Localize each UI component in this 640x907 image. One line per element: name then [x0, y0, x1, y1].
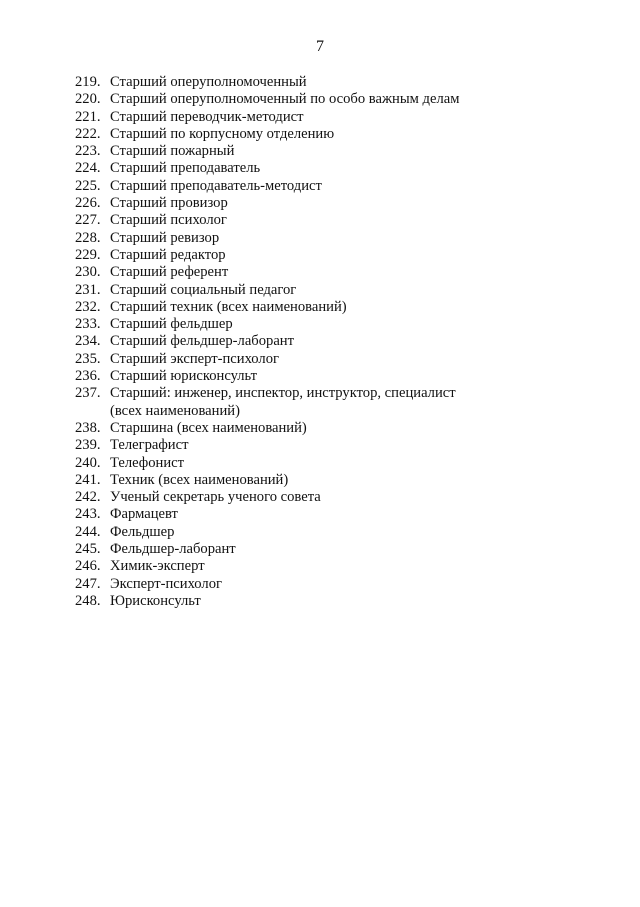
item-text-block: [110, 299, 595, 316]
list-item: [75, 126, 595, 143]
positions-list: [75, 74, 595, 610]
item-number: 242.: [75, 489, 101, 506]
item-text: Старший референт: [110, 264, 229, 281]
item-text-block: [110, 489, 595, 506]
item-number: 230.: [75, 264, 101, 281]
item-text-block: [110, 195, 595, 212]
list-item: [75, 558, 595, 575]
list-item: [75, 178, 595, 195]
list-item: [75, 420, 595, 437]
list-item: [75, 333, 595, 350]
item-text-block: [110, 558, 595, 575]
list-item: [75, 541, 595, 558]
item-text: Старший преподаватель: [110, 160, 261, 177]
item-text-block: [110, 160, 595, 177]
item-text-block: [110, 74, 595, 91]
item-number: 245.: [75, 541, 101, 558]
item-number: 219.: [75, 74, 101, 90]
list-item: [75, 524, 595, 541]
list-item: [75, 489, 595, 506]
list-item: [75, 593, 595, 610]
item-text-block: [110, 178, 595, 195]
item-number: 231.: [75, 281, 101, 298]
item-text-block: [110, 472, 595, 489]
item-number: 237.: [75, 385, 101, 402]
item-number: 241.: [75, 471, 101, 488]
item-text: Ученый секретарь ученого совета: [110, 489, 321, 506]
item-text-block: [110, 126, 595, 143]
item-text: Юрисконсульт: [110, 592, 201, 609]
item-text-block: [110, 593, 595, 610]
item-text: Старший социальный педагог: [110, 281, 297, 298]
item-text: Старший переводчик-методист: [110, 108, 304, 125]
item-number: 227.: [75, 212, 101, 229]
item-text-block: [110, 333, 595, 350]
item-number: 240.: [75, 454, 101, 471]
item-text-block: [110, 230, 595, 247]
item-text-block: [110, 541, 595, 558]
item-text-block: [110, 385, 595, 420]
item-number: 239.: [75, 437, 101, 454]
item-text-block: [110, 316, 595, 333]
item-number: 226.: [75, 195, 101, 212]
item-text: Техник (всех наименований): [110, 471, 289, 488]
item-text: Старший оперуполномоченный: [110, 74, 307, 90]
list-item: [75, 195, 595, 212]
list-item: [75, 455, 595, 472]
item-text-block: [110, 91, 595, 108]
list-item: [75, 143, 595, 160]
item-text: Телеграфист: [110, 437, 189, 454]
item-text: Фармацевт: [110, 506, 178, 523]
item-text-block: [110, 368, 595, 385]
item-text: Старший редактор: [110, 246, 226, 263]
list-item: [75, 299, 595, 316]
item-number: 232.: [75, 298, 101, 315]
item-text-block: [110, 420, 595, 437]
item-number: 220.: [75, 91, 101, 108]
list-item: [75, 160, 595, 177]
item-text-block: [110, 212, 595, 229]
list-item: [75, 351, 595, 368]
item-text-block: [110, 282, 595, 299]
item-number: 248.: [75, 592, 101, 609]
item-number: 236.: [75, 368, 101, 385]
item-text: Телефонист: [110, 454, 185, 471]
item-number: 246.: [75, 558, 101, 575]
item-text-block: [110, 247, 595, 264]
page-number: 7: [316, 38, 324, 55]
item-text: Старший провизор: [110, 195, 228, 212]
item-text: Старший фельдшер-лаборант: [110, 333, 294, 350]
item-text: Эксперт-психолог: [110, 575, 222, 592]
item-text: Старший эксперт-психолог: [110, 350, 279, 367]
list-item: [75, 385, 595, 420]
item-number: 244.: [75, 523, 101, 540]
item-text-block: [110, 455, 595, 472]
item-text: Старшина (всех наименований): [110, 419, 307, 436]
item-text-block: [110, 264, 595, 281]
list-item: [75, 472, 595, 489]
item-text-continuation: (всех наименований): [110, 402, 240, 419]
list-item: [75, 576, 595, 593]
list-item: [75, 74, 595, 91]
item-text: Старший фельдшер: [110, 316, 233, 333]
item-number: 228.: [75, 229, 101, 246]
list-item: [75, 282, 595, 299]
item-number: 222.: [75, 125, 101, 142]
item-text: Фельдшер: [110, 523, 175, 540]
item-text: Старший психолог: [110, 212, 227, 229]
list-item: [75, 230, 595, 247]
item-number: 235.: [75, 350, 101, 367]
item-text: Старший преподаватель-методист: [110, 177, 322, 194]
item-number: 238.: [75, 419, 101, 436]
item-text: Старший по корпусному отделению: [110, 125, 335, 142]
item-number: 234.: [75, 333, 101, 350]
item-number: 223.: [75, 143, 101, 160]
item-number: 225.: [75, 177, 101, 194]
item-number: 247.: [75, 575, 101, 592]
item-text-block: [110, 351, 595, 368]
item-text-block: [110, 524, 595, 541]
list-item: [75, 316, 595, 333]
item-text: Старший пожарный: [110, 143, 235, 160]
list-item: [75, 506, 595, 523]
item-text-block: [110, 506, 595, 523]
list-item: [75, 212, 595, 229]
list-item: [75, 264, 595, 281]
item-text: Старший оперуполномоченный по особо важным делам: [110, 91, 460, 108]
item-number: 233.: [75, 316, 101, 333]
item-text: Старший ревизор: [110, 229, 220, 246]
item-text: Фельдшер-лаборант: [110, 541, 236, 558]
item-number: 229.: [75, 246, 101, 263]
list-item: [75, 368, 595, 385]
item-text-block: [110, 143, 595, 160]
item-text: Старший юрисконсульт: [110, 368, 258, 385]
item-number: 224.: [75, 160, 101, 177]
list-item: [75, 109, 595, 126]
item-text: Старший техник (всех наименований): [110, 298, 347, 315]
list-item: [75, 437, 595, 454]
item-text-block: [110, 109, 595, 126]
list-item: [75, 91, 595, 108]
item-text: Старший: инженер, инспектор, инструктор, специалист: [110, 385, 456, 402]
item-number: 243.: [75, 506, 101, 523]
item-text: Химик-эксперт: [110, 558, 205, 575]
list-item: [75, 247, 595, 264]
item-number: 221.: [75, 108, 101, 125]
item-text-block: [110, 576, 595, 593]
item-text-block: [110, 437, 595, 454]
